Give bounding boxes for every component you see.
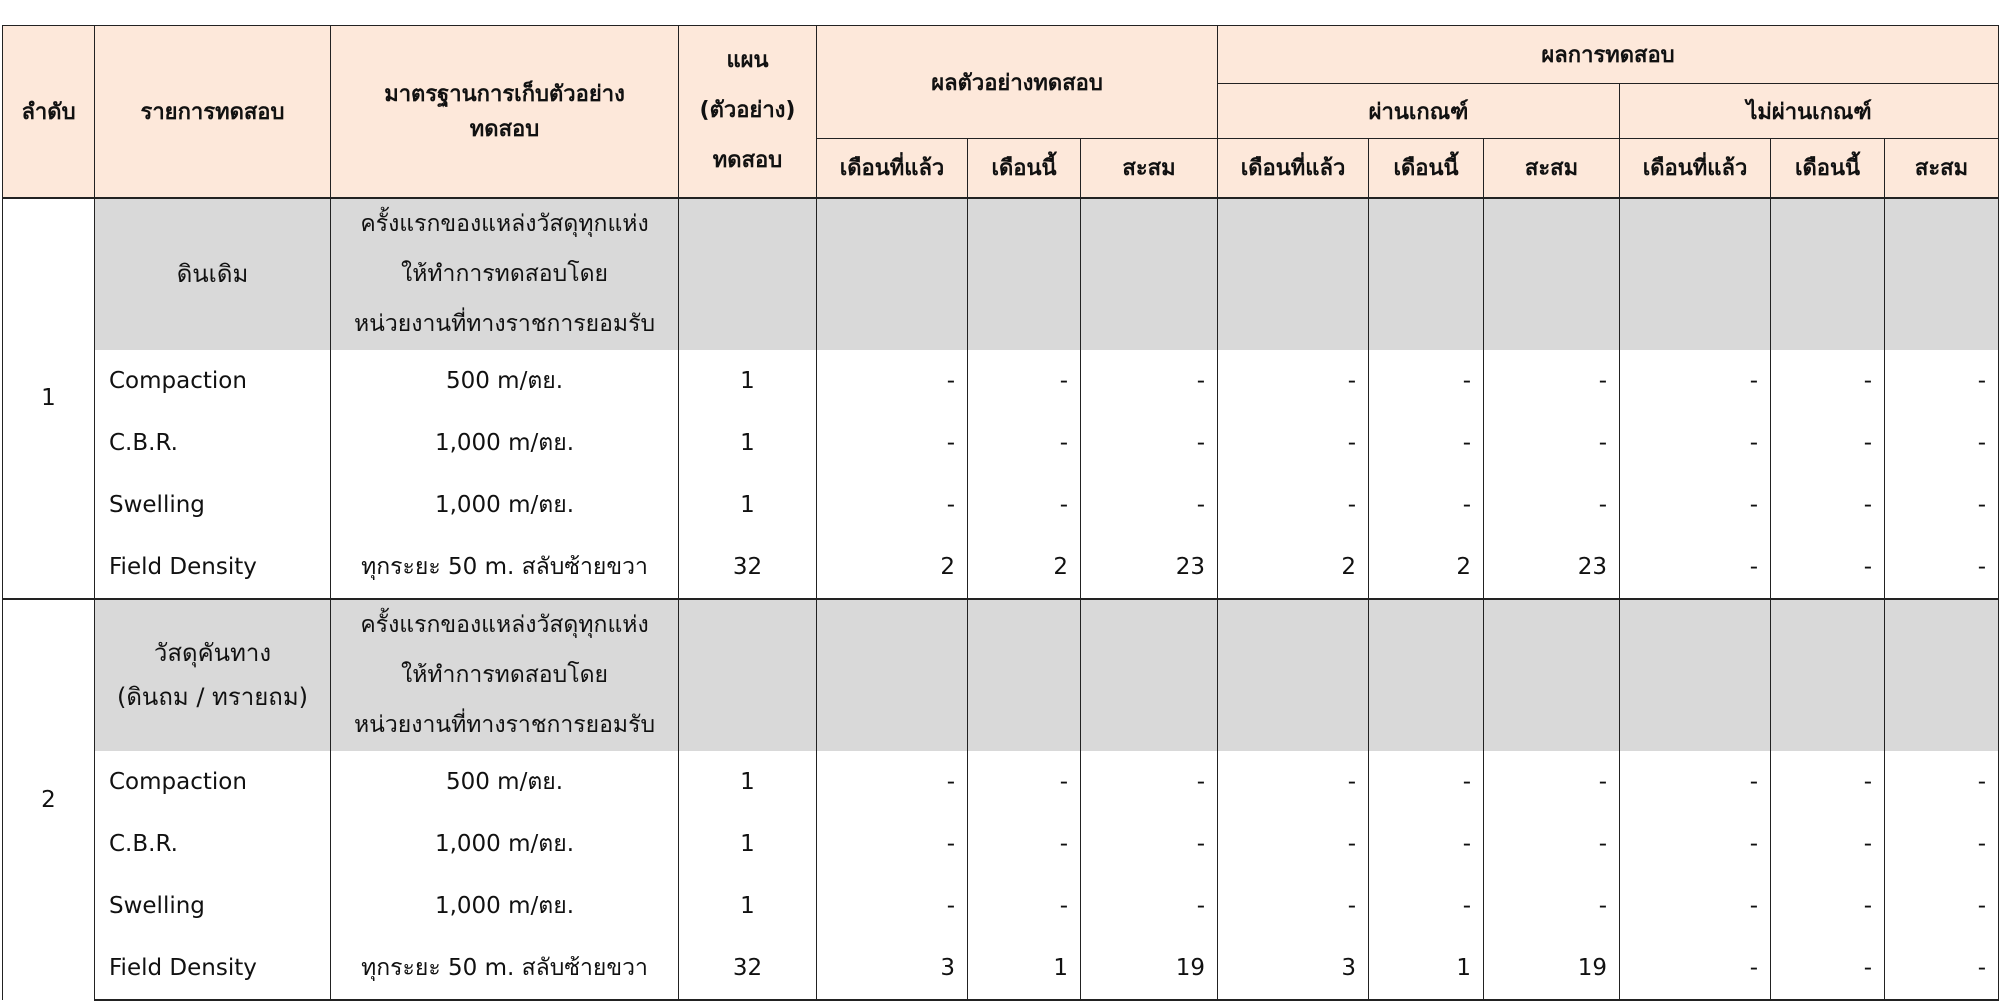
pass-this-month: 2 bbox=[1369, 536, 1484, 599]
row-plan: 1 bbox=[679, 412, 817, 474]
fail-this-month: - bbox=[1771, 875, 1885, 937]
fail-this-month: - bbox=[1771, 536, 1885, 599]
sample-cumulative: - bbox=[1081, 813, 1218, 875]
sample-last-month: - bbox=[817, 813, 968, 875]
pass-this-month: - bbox=[1369, 474, 1484, 536]
table-row bbox=[3, 412, 1999, 474]
table-row bbox=[3, 813, 1999, 875]
gray-cell bbox=[968, 198, 1081, 350]
group-standard-line2: ให้ทำการทดสอบโดย bbox=[401, 261, 608, 287]
sample-this-month: - bbox=[968, 474, 1081, 536]
fail-cumulative: - bbox=[1885, 350, 1999, 412]
pass-this-month: - bbox=[1369, 813, 1484, 875]
header-pass-this-month: เดือนนี้ bbox=[1369, 139, 1484, 198]
pass-this-month: - bbox=[1369, 412, 1484, 474]
header-item: รายการทดสอบ bbox=[95, 26, 331, 198]
row-item: Swelling bbox=[95, 875, 331, 937]
group-standard-line3: หน่วยงานที่ทางราชการยอมรับ bbox=[353, 311, 656, 337]
gray-cell bbox=[1484, 198, 1620, 350]
row-item: C.B.R. bbox=[95, 412, 331, 474]
pass-cumulative: - bbox=[1484, 474, 1620, 536]
fail-this-month: - bbox=[1771, 474, 1885, 536]
pass-last-month: - bbox=[1218, 813, 1369, 875]
pass-last-month: - bbox=[1218, 350, 1369, 412]
fail-cumulative: - bbox=[1885, 937, 1999, 1000]
group-title bbox=[95, 599, 331, 751]
row-plan: 1 bbox=[679, 350, 817, 412]
gray-cell bbox=[1369, 599, 1484, 751]
sample-cumulative: - bbox=[1081, 350, 1218, 412]
sample-cumulative: - bbox=[1081, 474, 1218, 536]
sample-cumulative: - bbox=[1081, 412, 1218, 474]
row-standard: 1,000 m/ตย. bbox=[331, 474, 679, 536]
fail-this-month: - bbox=[1771, 412, 1885, 474]
group-standard-line1: ครั้งแรกของแหล่งวัสดุทุกแห่ง bbox=[360, 612, 649, 638]
sample-this-month: - bbox=[968, 350, 1081, 412]
fail-cumulative: - bbox=[1885, 751, 1999, 813]
sample-cumulative: 23 bbox=[1081, 536, 1218, 599]
sample-this-month: 1 bbox=[968, 937, 1081, 1000]
fail-last-month: - bbox=[1620, 536, 1771, 599]
gray-cell bbox=[1218, 599, 1369, 751]
gray-cell bbox=[679, 599, 817, 751]
pass-this-month: 1 bbox=[1369, 937, 1484, 1000]
row-standard: 500 m/ตย. bbox=[331, 751, 679, 813]
gray-cell bbox=[1620, 198, 1771, 350]
group-standard-line1: ครั้งแรกของแหล่งวัสดุทุกแห่ง bbox=[360, 211, 649, 237]
fail-cumulative: - bbox=[1885, 813, 1999, 875]
row-item: Swelling bbox=[95, 474, 331, 536]
row-standard: 500 m/ตย. bbox=[331, 350, 679, 412]
fail-cumulative: - bbox=[1885, 412, 1999, 474]
fail-last-month: - bbox=[1620, 751, 1771, 813]
gray-cell bbox=[1484, 599, 1620, 751]
group-1 bbox=[3, 198, 1999, 599]
pass-cumulative: 23 bbox=[1484, 536, 1620, 599]
fail-this-month: - bbox=[1771, 350, 1885, 412]
fail-this-month: - bbox=[1771, 937, 1885, 1000]
header-test-results: ผลการทดสอบ bbox=[1218, 26, 1999, 84]
sample-last-month: - bbox=[817, 751, 968, 813]
header-sample-results: ผลตัวอย่างทดสอบ bbox=[817, 26, 1218, 139]
pass-last-month: - bbox=[1218, 875, 1369, 937]
gray-cell bbox=[1771, 599, 1885, 751]
row-plan: 1 bbox=[679, 474, 817, 536]
pass-last-month: - bbox=[1218, 412, 1369, 474]
header-seq: ลำดับ bbox=[3, 26, 95, 198]
group-title-line1: วัสดุคันทาง bbox=[153, 639, 272, 667]
pass-last-month: - bbox=[1218, 751, 1369, 813]
row-item: Compaction bbox=[95, 751, 331, 813]
pass-cumulative: 19 bbox=[1484, 937, 1620, 1000]
gray-cell bbox=[1369, 198, 1484, 350]
header-sample-last-month: เดือนที่แล้ว bbox=[817, 139, 968, 198]
fail-last-month: - bbox=[1620, 350, 1771, 412]
gray-cell bbox=[1081, 198, 1218, 350]
sample-last-month: 3 bbox=[817, 937, 968, 1000]
fail-last-month: - bbox=[1620, 412, 1771, 474]
row-item: Field Density bbox=[95, 536, 331, 599]
group-title-line2: (ดินถม / ทรายถม) bbox=[116, 683, 308, 711]
gray-cell bbox=[1620, 599, 1771, 751]
table-row bbox=[3, 937, 1999, 1000]
pass-cumulative: - bbox=[1484, 751, 1620, 813]
header-fail-last-month: เดือนที่แล้ว bbox=[1620, 139, 1771, 198]
header-sample-this-month: เดือนนี้ bbox=[968, 139, 1081, 198]
gray-cell bbox=[968, 599, 1081, 751]
group-title-line1: ดินเดิม bbox=[176, 260, 249, 288]
table-row bbox=[3, 536, 1999, 599]
fail-cumulative: - bbox=[1885, 536, 1999, 599]
pass-this-month: - bbox=[1369, 875, 1484, 937]
fail-this-month: - bbox=[1771, 813, 1885, 875]
pass-cumulative: - bbox=[1484, 350, 1620, 412]
pass-this-month: - bbox=[1369, 751, 1484, 813]
sample-this-month: 2 bbox=[968, 536, 1081, 599]
row-standard: ทุกระยะ 50 m. สลับซ้ายขวา bbox=[331, 536, 679, 599]
row-plan: 1 bbox=[679, 813, 817, 875]
fail-last-month: - bbox=[1620, 937, 1771, 1000]
sample-this-month: - bbox=[968, 412, 1081, 474]
header-pass-last-month: เดือนที่แล้ว bbox=[1218, 139, 1369, 198]
gray-cell bbox=[817, 599, 968, 751]
header-plan: แผน (ตัวอย่าง) ทดสอบ bbox=[679, 26, 817, 198]
group-2 bbox=[3, 599, 1999, 1000]
row-standard: 1,000 m/ตย. bbox=[331, 412, 679, 474]
header-fail-cumulative: สะสม bbox=[1885, 139, 1999, 198]
test-results-table bbox=[2, 25, 1999, 1001]
row-item: Compaction bbox=[95, 350, 331, 412]
row-standard: ทุกระยะ 50 m. สลับซ้ายขวา bbox=[331, 937, 679, 1000]
fail-cumulative: - bbox=[1885, 474, 1999, 536]
gray-cell bbox=[1218, 198, 1369, 350]
sample-this-month: - bbox=[968, 751, 1081, 813]
pass-this-month: - bbox=[1369, 350, 1484, 412]
sample-this-month: - bbox=[968, 813, 1081, 875]
row-item: C.B.R. bbox=[95, 813, 331, 875]
table-row bbox=[3, 875, 1999, 937]
group-standard-line2: ให้ทำการทดสอบโดย bbox=[401, 662, 608, 688]
pass-cumulative: - bbox=[1484, 412, 1620, 474]
gray-cell bbox=[1771, 198, 1885, 350]
header-fail: ไม่ผ่านเกณฑ์ bbox=[1620, 84, 1999, 139]
table-row bbox=[3, 350, 1999, 412]
header-standard: มาตรฐานการเก็บตัวอย่างทดสอบ bbox=[331, 26, 679, 198]
sample-cumulative: - bbox=[1081, 875, 1218, 937]
row-item: Field Density bbox=[95, 937, 331, 1000]
pass-last-month: 2 bbox=[1218, 536, 1369, 599]
group-title bbox=[95, 198, 331, 350]
header-sample-cumulative: สะสม bbox=[1081, 139, 1218, 198]
fail-last-month: - bbox=[1620, 875, 1771, 937]
sample-this-month: - bbox=[968, 875, 1081, 937]
pass-cumulative: - bbox=[1484, 875, 1620, 937]
row-standard: 1,000 m/ตย. bbox=[331, 813, 679, 875]
header-pass: ผ่านเกณฑ์ bbox=[1218, 84, 1620, 139]
header-fail-this-month: เดือนนี้ bbox=[1771, 139, 1885, 198]
gray-cell bbox=[817, 198, 968, 350]
fail-this-month: - bbox=[1771, 751, 1885, 813]
group-seq: 2 bbox=[3, 599, 95, 1000]
fail-cumulative: - bbox=[1885, 875, 1999, 937]
pass-cumulative: - bbox=[1484, 813, 1620, 875]
sample-last-month: - bbox=[817, 474, 968, 536]
row-plan: 32 bbox=[679, 536, 817, 599]
sample-cumulative: 19 bbox=[1081, 937, 1218, 1000]
fail-last-month: - bbox=[1620, 474, 1771, 536]
row-plan: 1 bbox=[679, 751, 817, 813]
fail-last-month: - bbox=[1620, 813, 1771, 875]
group-standard-line3: หน่วยงานที่ทางราชการยอมรับ bbox=[353, 712, 656, 738]
group-standard bbox=[331, 599, 679, 751]
group-seq: 1 bbox=[3, 198, 95, 599]
sample-last-month: - bbox=[817, 350, 968, 412]
gray-cell bbox=[1885, 198, 1999, 350]
gray-cell bbox=[679, 198, 817, 350]
table-row bbox=[3, 751, 1999, 813]
row-plan: 32 bbox=[679, 937, 817, 1000]
pass-last-month: 3 bbox=[1218, 937, 1369, 1000]
sample-cumulative: - bbox=[1081, 751, 1218, 813]
sample-last-month: - bbox=[817, 875, 968, 937]
table-row bbox=[3, 474, 1999, 536]
pass-last-month: - bbox=[1218, 474, 1369, 536]
row-plan: 1 bbox=[679, 875, 817, 937]
sample-last-month: - bbox=[817, 412, 968, 474]
row-standard: 1,000 m/ตย. bbox=[331, 875, 679, 937]
gray-cell bbox=[1081, 599, 1218, 751]
group-standard bbox=[331, 198, 679, 350]
gray-cell bbox=[1885, 599, 1999, 751]
header-pass-cumulative: สะสม bbox=[1484, 139, 1620, 198]
sample-last-month: 2 bbox=[817, 536, 968, 599]
